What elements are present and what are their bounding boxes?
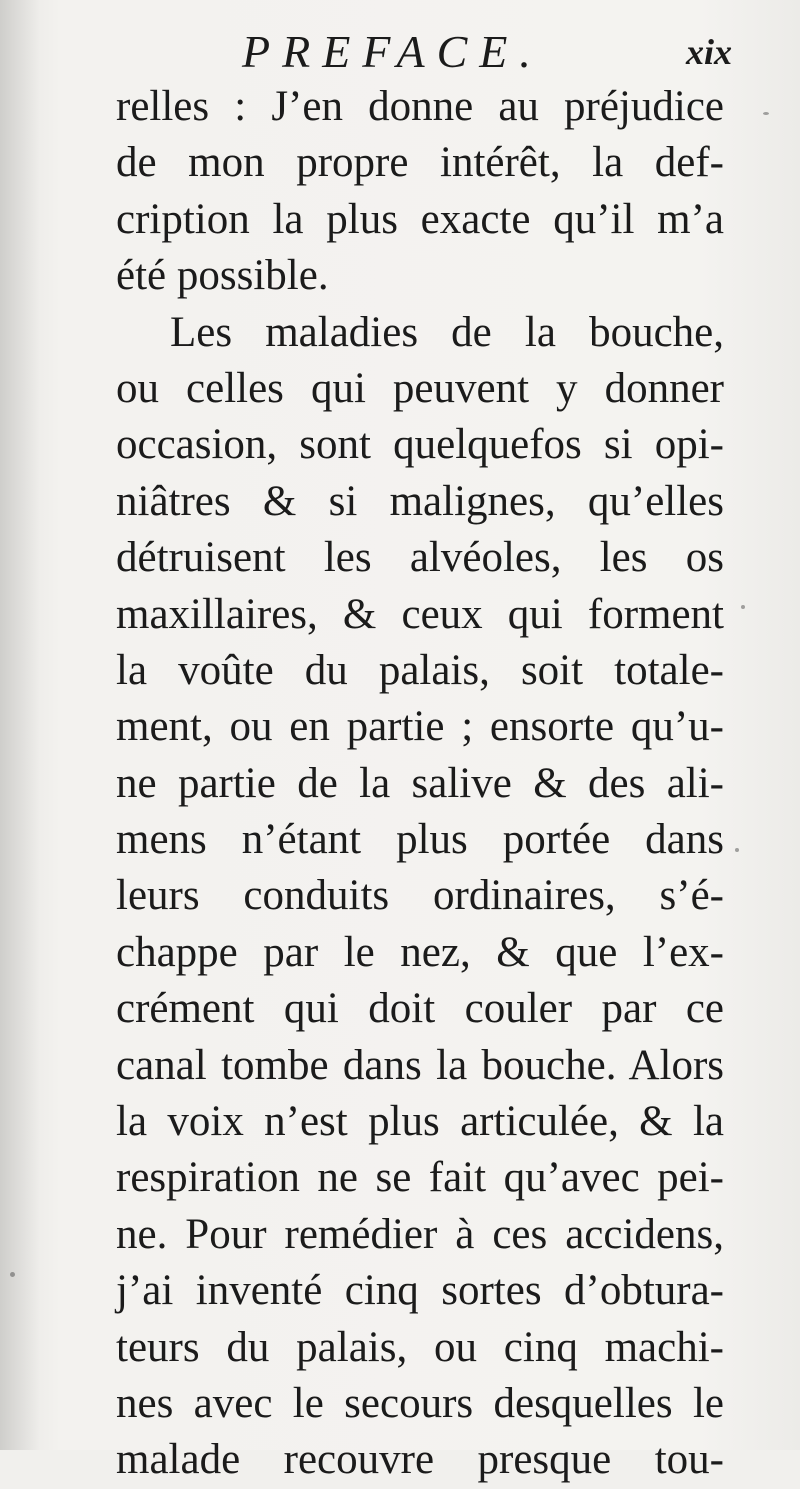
body-text bbox=[116, 79, 724, 1489]
text-line: la voûte du palais, soit totale- bbox=[116, 646, 724, 694]
text-line: occasion, sont quelquefos si opi- bbox=[116, 421, 724, 469]
text-line: teurs du palais, ou cinq machi- bbox=[116, 1323, 724, 1371]
text-line: détruisent les alvéoles, les os bbox=[116, 534, 724, 582]
gutter-shadow bbox=[0, 0, 40, 1450]
text-line: chappe par le nez, & que l’ex- bbox=[116, 928, 724, 976]
text-line: la voix n’est plus articulée, & la bbox=[116, 1098, 724, 1146]
ink-speck bbox=[741, 605, 745, 609]
running-head: PREFACE. bbox=[242, 26, 543, 77]
text-line: ment, ou en partie ; ensorte qu’u- bbox=[116, 703, 724, 751]
text-line: j’ai inventé cinq sortes d’obtura- bbox=[116, 1267, 724, 1315]
text-line: canal tombe dans la bouche. Alors bbox=[116, 1041, 724, 1089]
ink-speck bbox=[10, 1272, 15, 1277]
text-line: de mon propre intérêt, la def- bbox=[116, 139, 724, 187]
ink-speck bbox=[735, 848, 739, 852]
page-number: xix bbox=[685, 32, 732, 72]
text-line: respiration ne se fait qu’avec pei- bbox=[116, 1154, 724, 1202]
page-header bbox=[242, 22, 732, 82]
text-line: nes avec le secours desquelles le bbox=[116, 1379, 724, 1427]
text-line: ou celles qui peuvent y donner bbox=[116, 364, 724, 412]
paragraph-start-line: Les maladies de la bouche, bbox=[170, 308, 724, 356]
text-line: crément qui doit couler par ce bbox=[116, 985, 724, 1033]
text-line: ne. Pour remédier à ces accidens, bbox=[116, 1210, 724, 1258]
text-line: niâtres & si malignes, qu’elles bbox=[116, 477, 724, 525]
text-line: ne partie de la salive & des ali- bbox=[116, 759, 724, 807]
text-line: maxillaires, & ceux qui forment bbox=[116, 590, 724, 638]
text-line: été possible. bbox=[116, 252, 329, 300]
text-line: mens n’étant plus portée dans bbox=[116, 816, 724, 864]
text-line: cription la plus exacte qu’il m’a bbox=[116, 195, 724, 243]
text-line: leurs conduits ordinaires, s’é- bbox=[116, 872, 724, 920]
text-line: relles : J’en donne au préjudice bbox=[116, 83, 724, 130]
ink-speck bbox=[763, 112, 769, 115]
text-line: malade recouvre presque tou- bbox=[116, 1436, 724, 1484]
